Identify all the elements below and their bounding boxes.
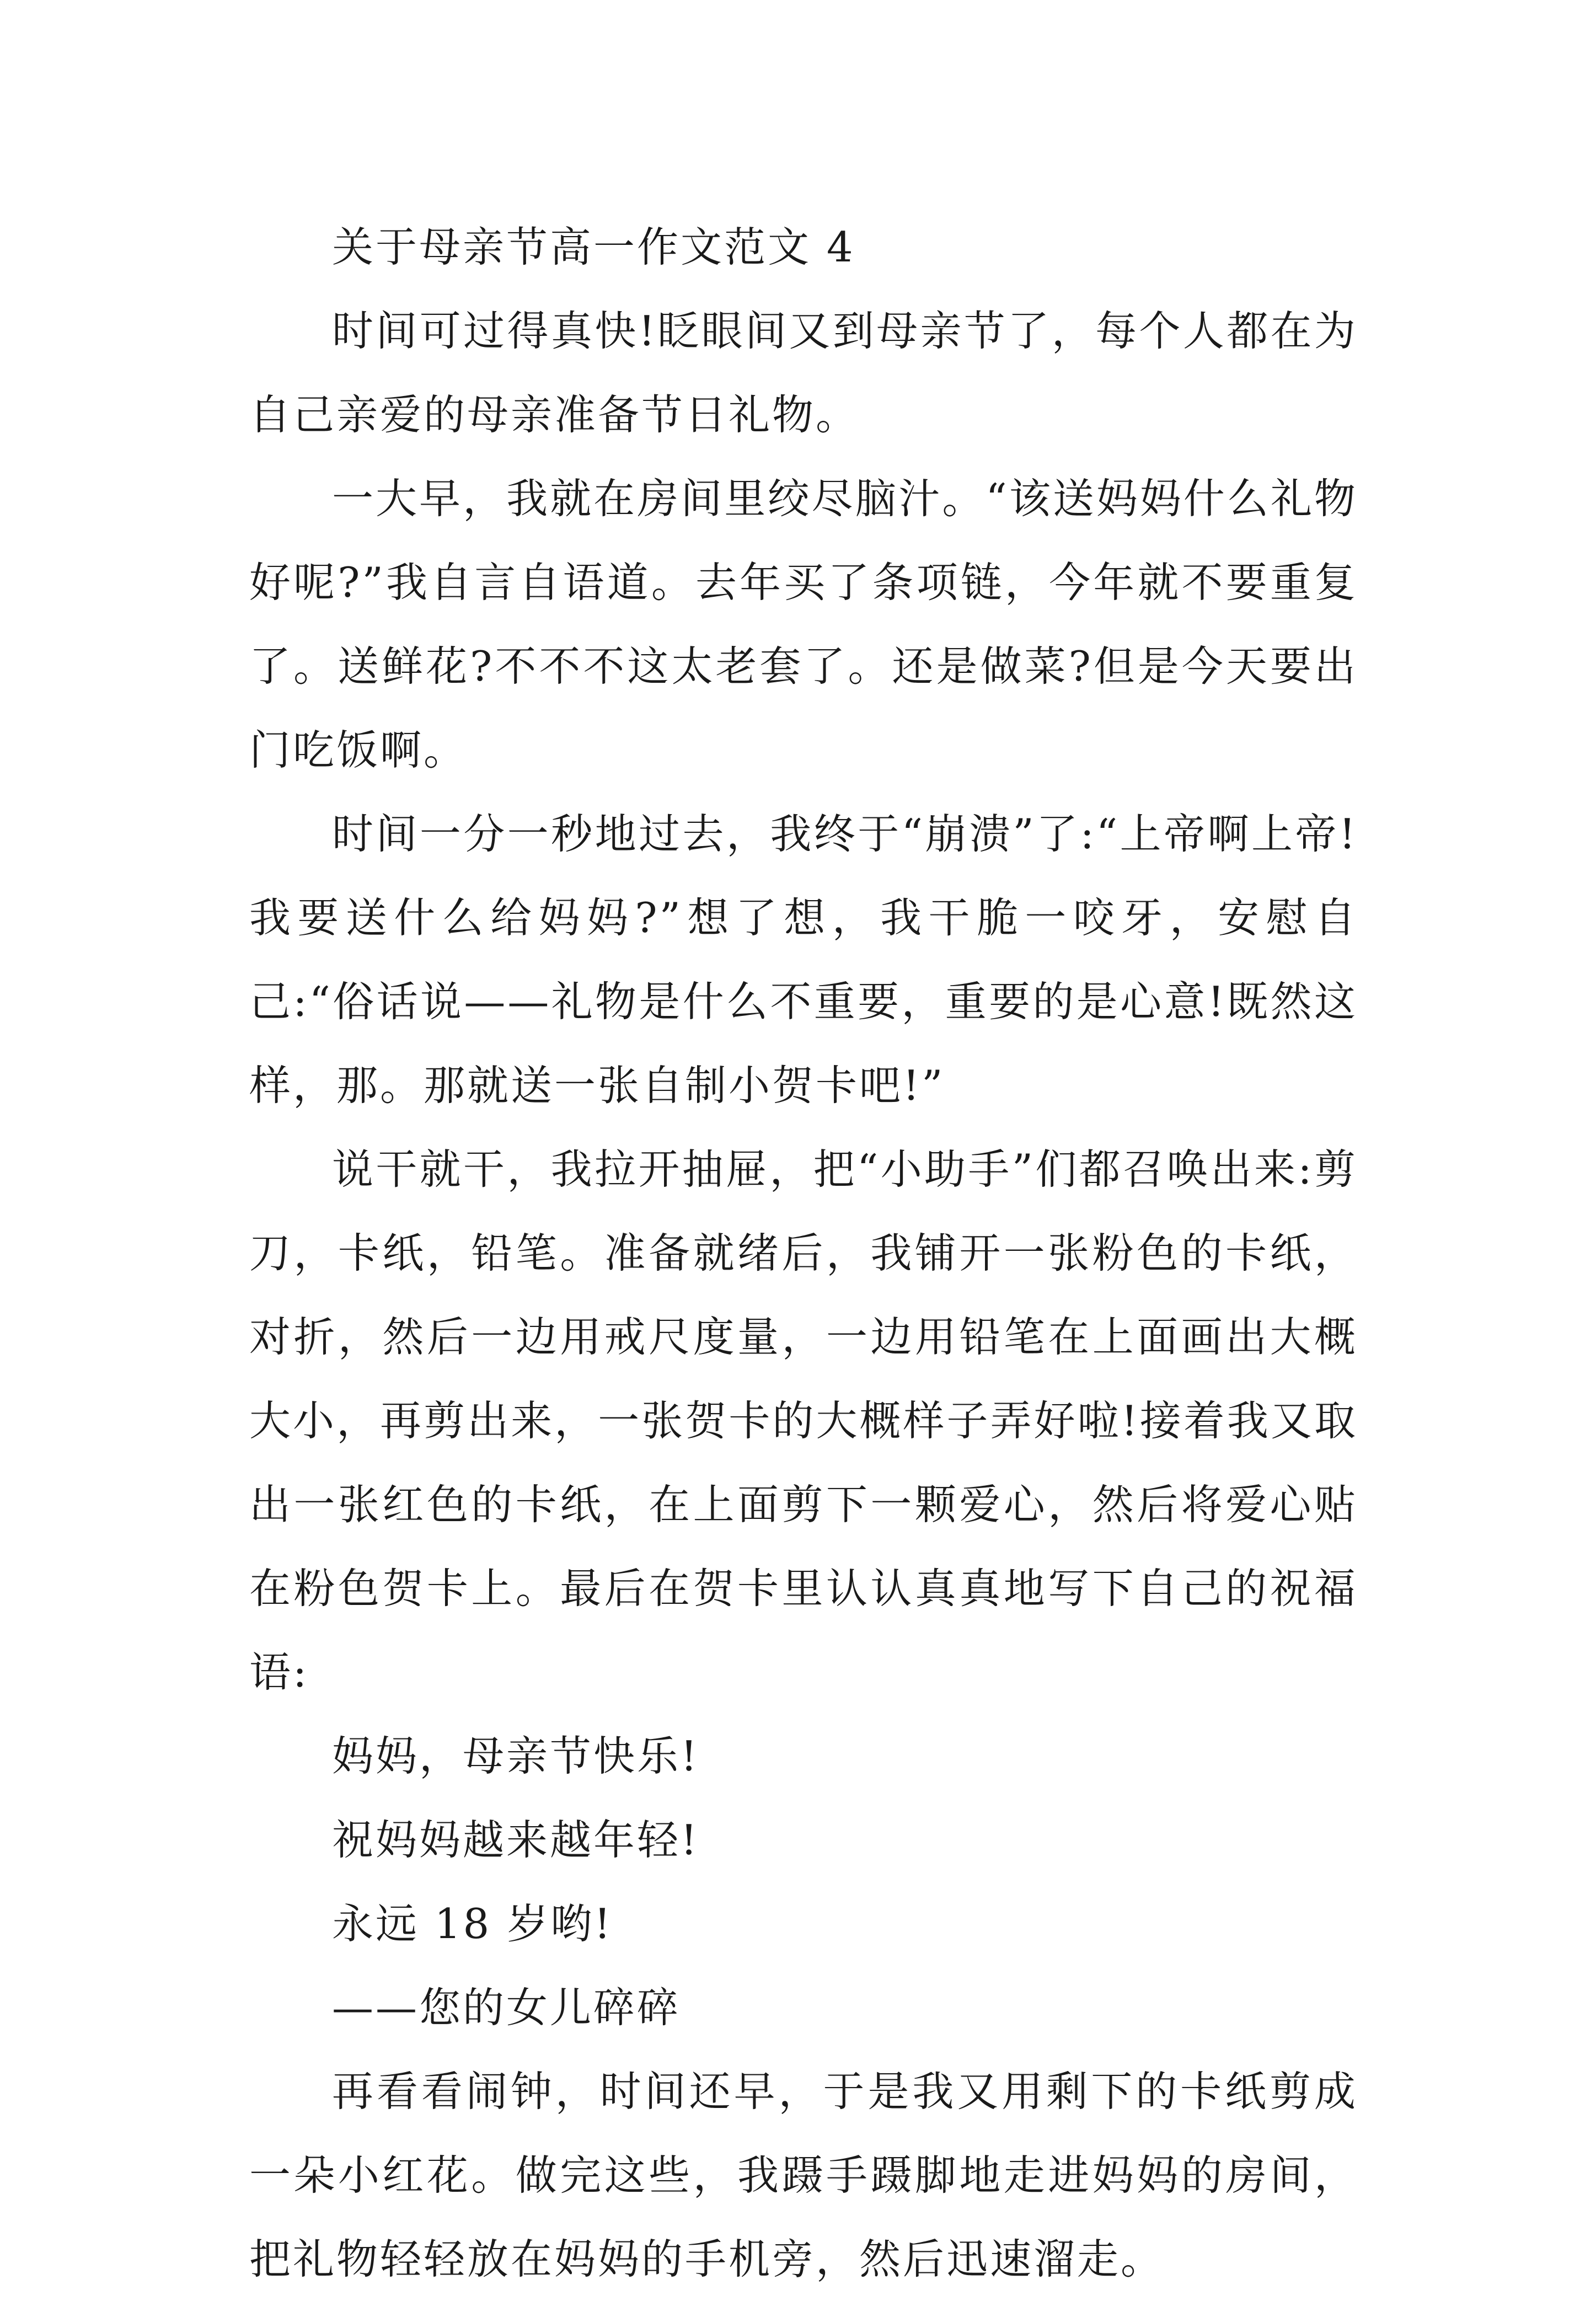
card-signature: ——您的女儿碎碎	[332, 1983, 681, 2032]
paragraph-2: 一大早，我就在房间里绞尽脑汁。“该送妈妈什么礼物好呢?”我自言自语道。去年买了条项链，今年就不要重复了。送鲜花?不不不这太老套了。还是做菜?但是今天要出门吃饭啊。	[249, 474, 1358, 774]
card-line-3: 永远 18 岁哟!	[332, 1899, 613, 1948]
card-line-2: 祝妈妈越来越年轻!	[332, 1816, 700, 1864]
card-line-1: 妈妈，母亲节快乐!	[332, 1732, 700, 1780]
document-body	[249, 205, 1358, 2301]
paragraph-4: 说干就干，我拉开抽屉，把“小助手”们都召唤出来:剪刀，卡纸，铅笔。准备就绪后，我铺开一张粉色的卡纸，对折，然后一边用戒尺度量，一边用铅笔在上面画出大概大小，再剪出来，一张贺卡的大概样子弄好啦!接着我又取出一张红色的卡纸，在上面剪下一颗爱心，然后将爱心贴在粉色贺卡上。最后在贺卡里认认真真地写下自己的祝福语:	[249, 1145, 1358, 1697]
document-title: 关于母亲节高一作文范文 4	[332, 223, 855, 271]
paragraph-3: 时间一分一秒地过去，我终于“崩溃”了:“上帝啊上帝!我要送什么给妈妈?”想了想，我干脆一咬牙，安慰自己:“俗话说——礼物是什么不重要，重要的是心意!既然这样，那。那就送一张自制小贺卡吧!”	[249, 810, 1358, 1110]
paragraph-1: 时间可过得真快!眨眼间又到母亲节了，每个人都在为自己亲爱的母亲准备节日礼物。	[249, 307, 1358, 439]
closing-paragraph: 再看看闹钟，时间还早，于是我又用剩下的卡纸剪成一朵小红花。做完这些，我蹑手蹑脚地走进妈妈的房间，把礼物轻轻放在妈妈的手机旁，然后迅速溜走。	[249, 2067, 1358, 2283]
